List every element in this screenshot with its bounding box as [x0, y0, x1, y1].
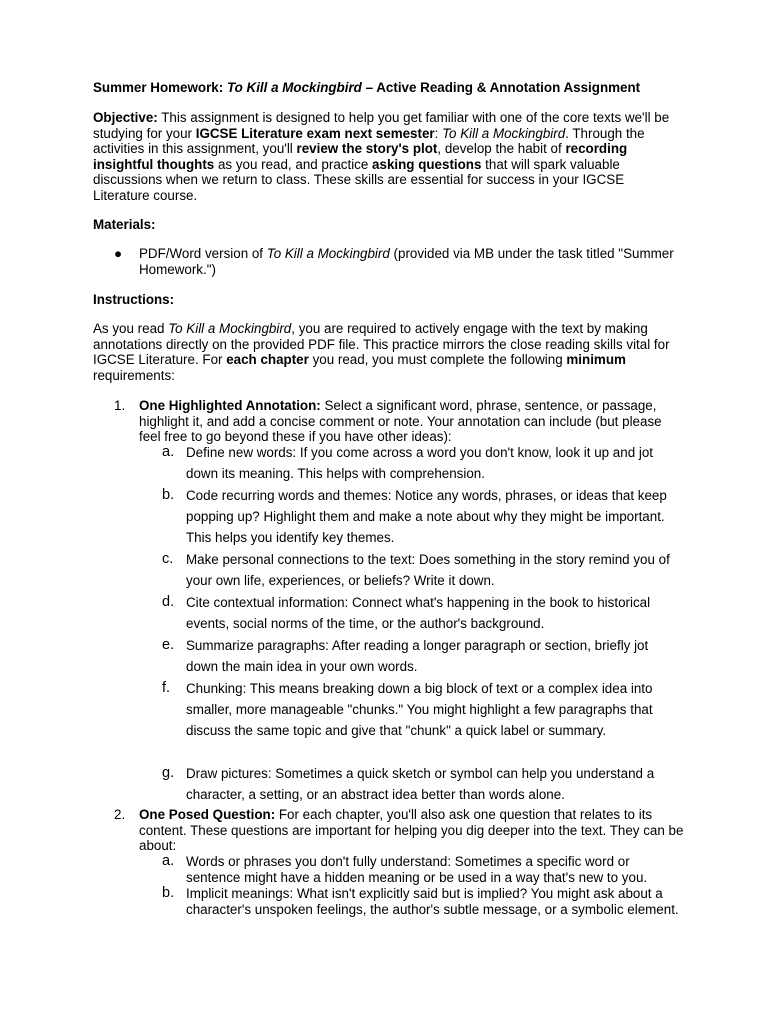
objective-text: . Through the activities in this assignment, you'll: [93, 125, 645, 156]
item-number: 1.: [114, 398, 126, 413]
materials-book: To Kill a Mockingbird: [266, 246, 390, 261]
sub-item: Implicit meanings: What isn't explicitly said but is implied? You might ask about a character's unspoken feelings, the author's subtle message, or a symbolic element.: [186, 886, 679, 917]
instructions-heading-text: Instructions:: [93, 292, 175, 307]
sub-letter: d.: [162, 594, 175, 610]
objective-bold: recording insightful thoughts: [93, 141, 628, 172]
instructions-text: requirements:: [93, 367, 175, 383]
item-question: [139, 807, 684, 854]
instructions-text: you read, you must complete the following: [308, 352, 567, 367]
objective-paragraph: [93, 110, 683, 203]
materials-text: PDF/Word version of: [139, 246, 267, 261]
item-text: For each chapter, you'll also ask one question that relates to its content. These questions are important for helping you dig deeper into the text. They can be about:: [139, 807, 684, 853]
materials-heading: [93, 217, 683, 233]
objective-bold: review the story's plot: [296, 141, 438, 156]
objective-text: , develop the habit of: [437, 141, 566, 156]
title-suffix: – Active Reading & Annotation Assignment: [361, 80, 641, 95]
materials-item: [139, 246, 679, 277]
sub-item: Code recurring words and themes: Notice any words, phrases, or ideas that keep popping up? Highlight them and make a note about why they might be important. This helps you identify key themes.: [186, 488, 667, 545]
document-title: [93, 80, 683, 96]
objective-text: :: [434, 125, 443, 141]
sub-item: Summarize paragraphs: After reading a longer paragraph or section, briefly jot down the main idea in your own words.: [186, 638, 649, 674]
sub-letter: b.: [162, 885, 175, 901]
objective-text: as you read, and practice: [214, 156, 373, 172]
sub-letter: e.: [162, 637, 175, 653]
sub-item: Chunking: This means breaking down a big block of text or a complex idea into smaller, more manageable "chunks." You might highlight a few paragraphs that discuss the same topic and give that "chunk" a quick label or summary.: [186, 681, 653, 738]
sub-item: Cite contextual information: Connect what's happening in the book to historical events, social norms of the time, or the author's background.: [186, 595, 651, 631]
instructions-paragraph: [93, 321, 683, 383]
instructions-bold: minimum: [566, 352, 626, 367]
sub-item: Draw pictures: Sometimes a quick sketch or symbol can help you understand a character, a setting, or an abstract idea better than words alone.: [186, 766, 655, 802]
sub-letter: g.: [162, 765, 175, 781]
instructions-heading: [93, 292, 683, 308]
sub-item: Make personal connections to the text: Does something in the story remind you of your own life, experiences, or beliefs? Write it down.: [186, 552, 670, 588]
title-prefix: Summer Homework:: [93, 80, 227, 95]
objective-label: Objective:: [93, 110, 158, 125]
sub-item: Words or phrases you don't fully understand: Sometimes a specific word or sentence might have a hidden meaning or be used in a way that's new to you.: [186, 854, 648, 885]
item-annotation: [139, 398, 684, 445]
materials-text: (provided via MB under the task titled "Summer Homework."): [139, 246, 674, 277]
item-label: One Posed Question:: [139, 807, 276, 822]
sub-letter: f.: [162, 680, 171, 696]
objective-bold: asking questions: [372, 156, 482, 172]
title-book: To Kill a Mockingbird: [226, 80, 362, 95]
sub-letter: a.: [162, 444, 175, 460]
objective-book: To Kill a Mockingbird: [442, 125, 566, 141]
materials-heading-text: Materials:: [93, 217, 156, 232]
item-text: Select a significant word, phrase, sentence, or passage, highlight it, and add a concise comment or note. Your annotation can include (but please feel free to go beyond these if you have other ideas):: [139, 398, 662, 444]
sub-item: Define new words: If you come across a word you don't know, look it up and jot down its meaning. This helps with comprehension.: [186, 445, 654, 481]
objective-bold: IGCSE Literature exam next semester: [195, 125, 435, 141]
bullet-icon: ●: [114, 246, 123, 261]
sub-letter: a.: [162, 853, 175, 869]
item-number: 2.: [114, 807, 126, 822]
sub-letter: c.: [162, 551, 174, 567]
objective-text: that will spark valuable discussions when we return to class. These skills are essential for success in your IGCSE Literature course.: [93, 156, 625, 203]
instructions-text: As you read: [93, 321, 169, 336]
instructions-book: To Kill a Mockingbird: [168, 321, 292, 336]
objective-text: This assignment is designed to help you get familiar with one of the core texts we'll be studying for your: [93, 110, 670, 141]
instructions-bold: each chapter: [226, 352, 309, 367]
sub-letter: b.: [162, 487, 175, 503]
instructions-text: , you are required to actively engage with the text by making annotations directly on the provided PDF file. This practice mirrors the close reading skills vital for IGCSE Literature. For: [93, 321, 670, 367]
item-label: One Highlighted Annotation:: [139, 398, 321, 413]
